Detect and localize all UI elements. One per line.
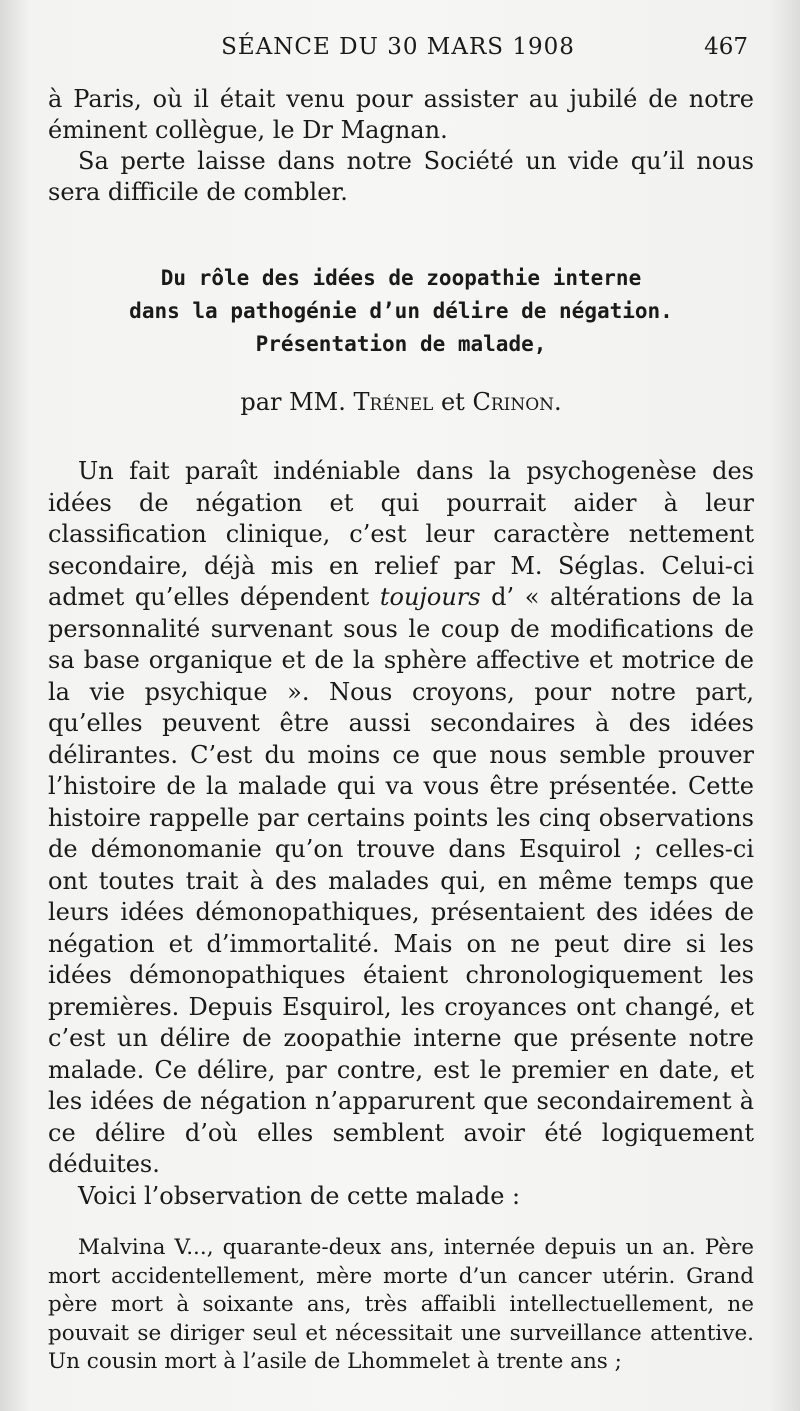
previous-article-ending — [48, 84, 754, 208]
page-number: 467 — [704, 34, 748, 60]
body-paragraph-2: Voici l’observation de cette malade : — [78, 1181, 521, 1210]
case-observation — [48, 1234, 754, 1377]
title-line-2: dans la pathogénie d’un délire de négation. — [129, 299, 673, 323]
authors-conjunction: et — [440, 388, 465, 416]
intro-paragraph-2: Sa perte laisse dans notre Société un vide qu’il nous sera difficile de combler. — [48, 147, 754, 206]
title-line-3: Présentation de malade, — [255, 332, 547, 356]
body-p1-emphasis: toujours — [379, 583, 481, 611]
body-p1-part-2: d’ « altérations de la personnalité survenant sous le coup de modifications de sa base organique et de la sphère affective et motrice de la vie psychique ». Nous croyons, pour notre part, qu’elles peuvent être aussi secondaires à des idées délirantes. C’est du moins ce que nous semble prouver l’histoire de la malade qui va vous être présentée. Cette histoire rappelle par certains points les cinq observations de démonomanie qu’on trouve dans Esquirol ; celles-ci ont toutes trait à des malades qui, en même temps que leurs idées démonopathiques, présentaient des idées de négation et d’immortalité. Mais on ne peut dire si les idées démonopathiques étaient chronologiquement les premières. Depuis Esquirol, les croyances ont changé, et c’est un délire de zoopathie interne que présente notre malade. Ce délire, par contre, est le premier en date, et les idées de négation n’apparurent que secondairement à ce délire d’où elles semblent avoir été logiquement déduites. — [48, 583, 754, 1178]
article-authors — [48, 388, 754, 416]
running-head: SÉANCE DU 30 MARS 1908 — [221, 34, 575, 60]
article-title — [48, 262, 754, 361]
author-trenel: Trénel — [353, 388, 434, 416]
page-header — [48, 34, 748, 70]
title-line-1: Du rôle des idées de zoopathie interne — [160, 266, 642, 290]
intro-paragraph-1: à Paris, où il était venu pour assister au jubilé de notre éminent collègue, le Dr Magnan. — [48, 85, 754, 144]
body-p1-part-1: Un fait paraît indéniable dans la psychogenèse des idées de négation et qui pourrait aider à leur classification clinique, c’est leur caractère nettement secondaire, déjà mis en relief par M. Séglas. Celui-ci admet qu’elles dépendent — [48, 457, 754, 611]
authors-prefix: par MM. — [240, 388, 346, 416]
article-body — [48, 456, 754, 1212]
body-paragraph-1 — [48, 456, 754, 1181]
observation-paragraph-1: Malvina V..., quarante-deux ans, internée depuis un an. Père mort accidentellement, mère morte d’un cancer utérin. Grand père mort à soixante ans, très affaibli intellectuellement, ne pouvait se diriger seul et nécessitait une surveillance attentive. Un cousin mort à l’asile de Lhommelet à trente ans ; — [48, 1235, 754, 1374]
author-crinon: Crinon. — [472, 388, 562, 416]
